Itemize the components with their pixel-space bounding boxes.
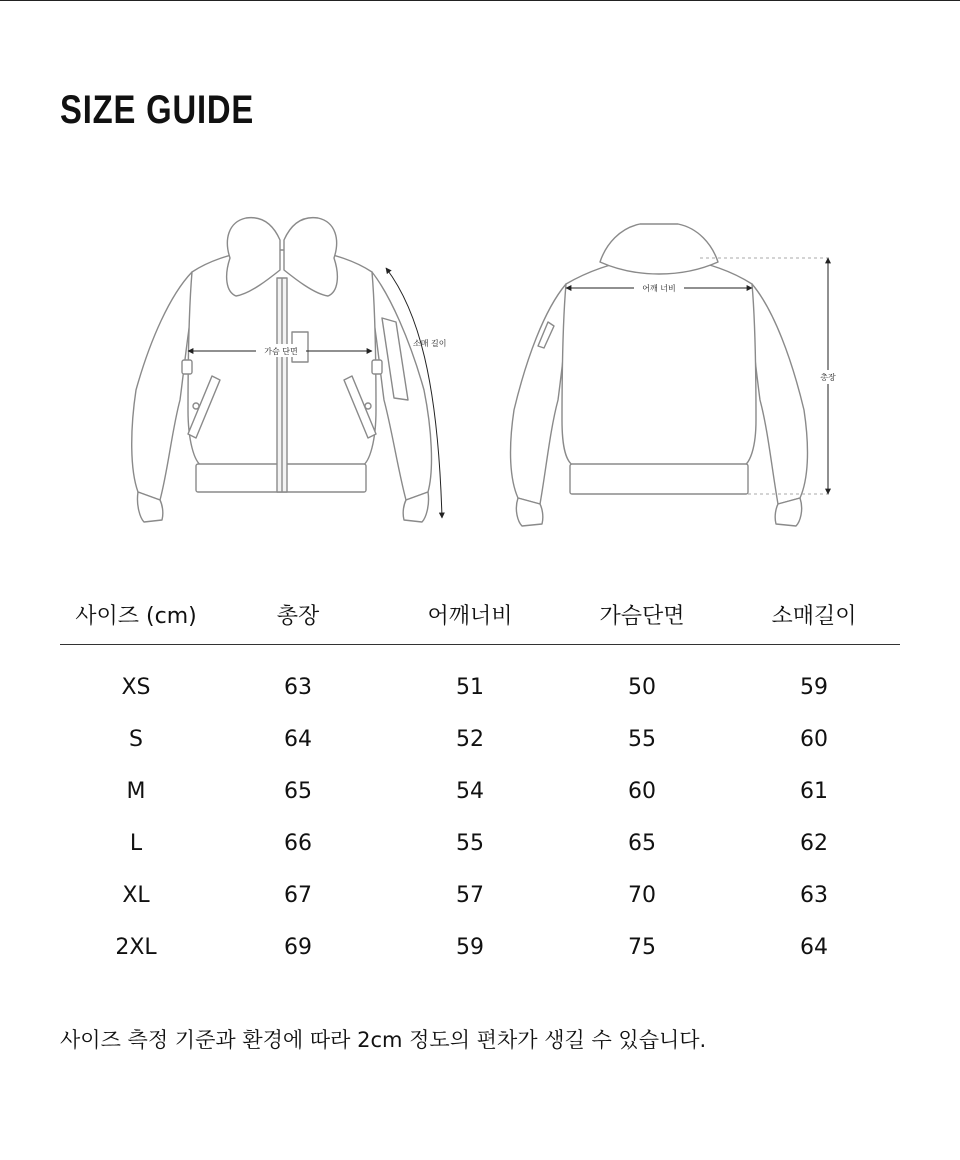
chest-width-label: 가슴 단면 xyxy=(264,347,298,356)
table-row xyxy=(60,817,900,869)
table-cell: XL xyxy=(122,882,150,908)
measurement-note: 사이즈 측정 기준과 환경에 따라 2cm 정도의 편차가 생길 수 있습니다. xyxy=(60,1028,707,1052)
table-cell: L xyxy=(129,830,143,856)
total-length-label: 총장 xyxy=(820,373,836,382)
table-cell: 65 xyxy=(284,778,312,804)
size-table-body xyxy=(60,645,900,973)
table-cell: S xyxy=(129,726,143,752)
table-cell: 50 xyxy=(628,674,656,700)
table-row xyxy=(60,765,900,817)
table-cell: 54 xyxy=(456,778,484,804)
shoulder-width-label: 어깨 너비 xyxy=(642,284,676,293)
table-cell: 59 xyxy=(800,674,828,700)
top-divider xyxy=(0,0,960,1)
table-cell: 65 xyxy=(628,830,656,856)
table-cell: 67 xyxy=(284,882,312,908)
table-cell: 51 xyxy=(456,674,484,700)
table-cell: 64 xyxy=(800,934,828,960)
table-cell: 64 xyxy=(284,726,312,752)
table-cell: 70 xyxy=(628,882,656,908)
table-cell: 59 xyxy=(456,934,484,960)
header-size: 사이즈 (cm) xyxy=(75,603,197,629)
header-total-length: 총장 xyxy=(276,603,320,629)
table-cell: 66 xyxy=(284,830,312,856)
size-table-header xyxy=(60,584,900,645)
table-row xyxy=(60,921,900,973)
table-cell: 57 xyxy=(456,882,484,908)
table-row xyxy=(60,661,900,713)
table-row xyxy=(60,869,900,921)
table-cell: 63 xyxy=(800,882,828,908)
table-cell: 52 xyxy=(456,726,484,752)
table-cell: 63 xyxy=(284,674,312,700)
header-shoulder-width: 어깨너비 xyxy=(427,603,513,629)
table-cell: 61 xyxy=(800,778,828,804)
size-table xyxy=(60,584,900,973)
sleeve-length-label: 소매 길이 xyxy=(413,339,447,348)
table-cell: 2XL xyxy=(115,934,157,960)
table-cell: 60 xyxy=(628,778,656,804)
header-sleeve-length: 소매길이 xyxy=(771,603,857,629)
table-cell: 69 xyxy=(284,934,312,960)
page-title: SIZE GUIDE xyxy=(60,88,255,132)
table-cell: M xyxy=(126,778,146,804)
back-jacket-drawing xyxy=(511,224,808,526)
table-cell: 62 xyxy=(800,830,828,856)
table-cell: 75 xyxy=(628,934,656,960)
jacket-measurement-illustration xyxy=(100,200,860,540)
header-chest-width: 가슴단면 xyxy=(599,603,685,629)
table-cell: 55 xyxy=(628,726,656,752)
table-row xyxy=(60,713,900,765)
table-cell: 60 xyxy=(800,726,828,752)
front-jacket-drawing xyxy=(132,218,432,522)
table-cell: 55 xyxy=(456,830,484,856)
table-cell: XS xyxy=(121,674,151,700)
